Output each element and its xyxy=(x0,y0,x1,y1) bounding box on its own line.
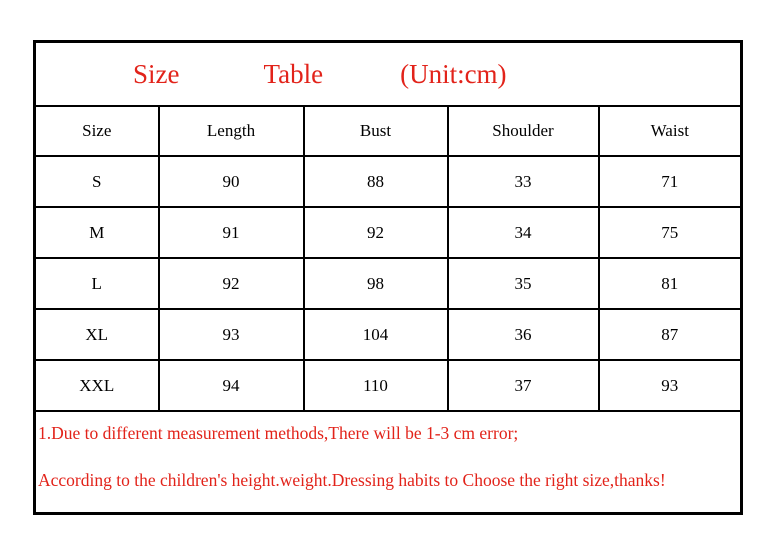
cell-bust: 104 xyxy=(304,309,448,360)
cell-size: XL xyxy=(35,309,159,360)
title-word-table: Table xyxy=(263,58,324,89)
notes-row xyxy=(35,411,742,514)
title-unit: (Unit:cm) xyxy=(400,58,507,89)
cell-length: 92 xyxy=(159,258,304,309)
column-header-size: Size xyxy=(35,106,159,156)
cell-shoulder: 36 xyxy=(448,309,599,360)
cell-bust: 92 xyxy=(304,207,448,258)
cell-shoulder: 34 xyxy=(448,207,599,258)
column-header-shoulder: Shoulder xyxy=(448,106,599,156)
cell-size: L xyxy=(35,258,159,309)
cell-waist: 71 xyxy=(599,156,742,207)
table-title xyxy=(35,42,742,107)
cell-length: 94 xyxy=(159,360,304,411)
cell-shoulder: 37 xyxy=(448,360,599,411)
title-word-size: Size xyxy=(133,58,180,89)
table-row-xxl xyxy=(35,360,742,411)
column-header-length: Length xyxy=(159,106,304,156)
table-row-l xyxy=(35,258,742,309)
table-row-m xyxy=(35,207,742,258)
table-row-xl xyxy=(35,309,742,360)
note-measurement-error: 1.Due to different measurement methods,There will be 1-3 cm error; xyxy=(38,423,519,443)
cell-size: M xyxy=(35,207,159,258)
cell-bust: 88 xyxy=(304,156,448,207)
header-row xyxy=(35,106,742,156)
cell-waist: 81 xyxy=(599,258,742,309)
note-choose-size: According to the children's height.weight.Dressing habits to Choose the right size,thanks! xyxy=(38,470,666,490)
column-header-waist: Waist xyxy=(599,106,742,156)
cell-shoulder: 35 xyxy=(448,258,599,309)
cell-size: S xyxy=(35,156,159,207)
size-chart xyxy=(33,40,740,515)
cell-length: 93 xyxy=(159,309,304,360)
cell-bust: 98 xyxy=(304,258,448,309)
cell-waist: 87 xyxy=(599,309,742,360)
cell-waist: 75 xyxy=(599,207,742,258)
title-row xyxy=(35,42,742,107)
table-row-s xyxy=(35,156,742,207)
cell-length: 90 xyxy=(159,156,304,207)
size-table xyxy=(33,40,743,515)
cell-waist: 93 xyxy=(599,360,742,411)
notes-cell xyxy=(35,411,742,514)
cell-size: XXL xyxy=(35,360,159,411)
cell-length: 91 xyxy=(159,207,304,258)
column-header-bust: Bust xyxy=(304,106,448,156)
cell-bust: 110 xyxy=(304,360,448,411)
cell-shoulder: 33 xyxy=(448,156,599,207)
